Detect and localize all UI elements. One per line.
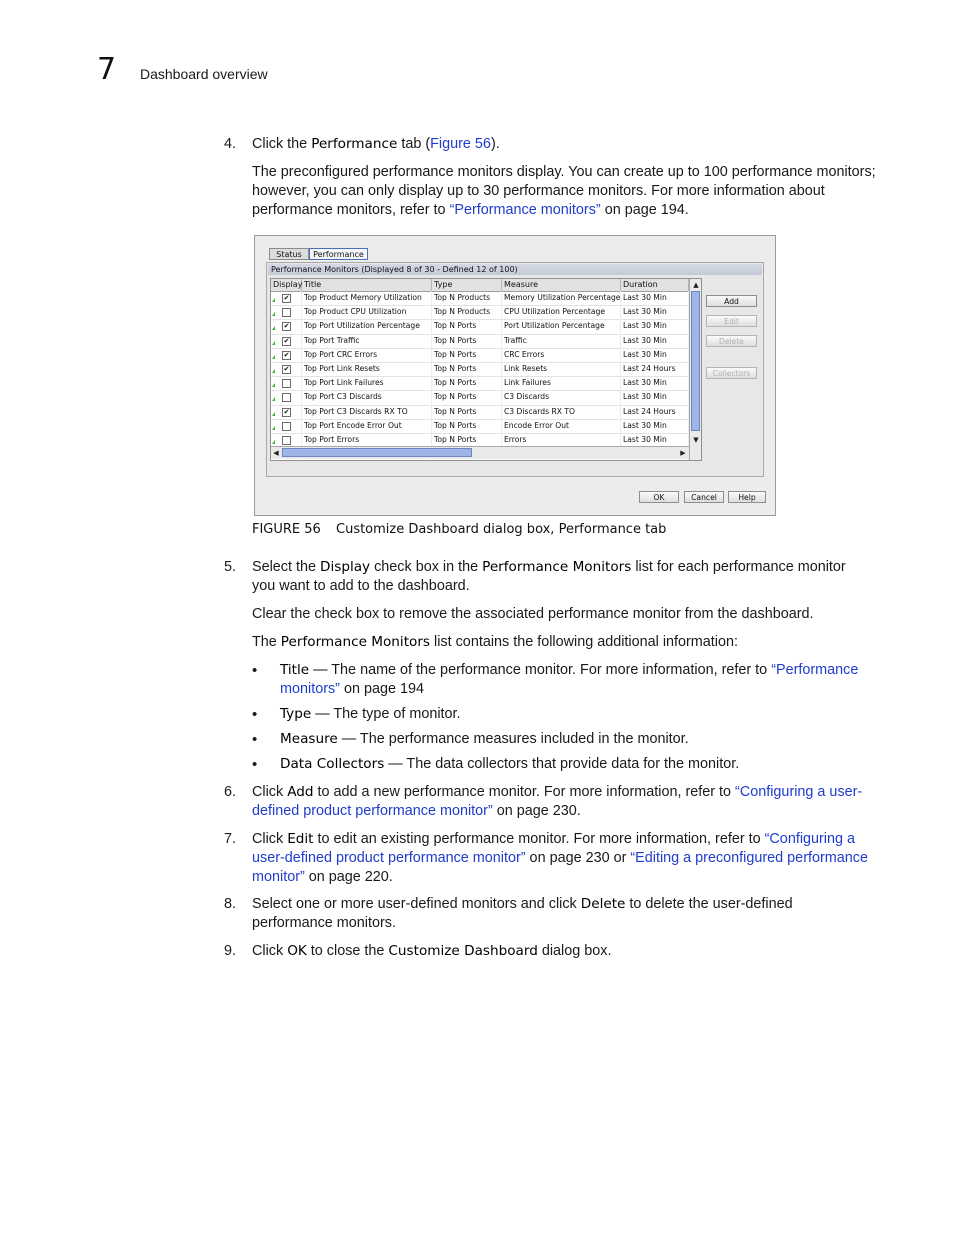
text: — The data collectors that provide data for the monitor. [384,756,740,772]
bullet-text [280,705,875,724]
figure-caption: Customize Dashboard dialog box, Performance tab [336,522,667,537]
display-checkbox[interactable] [282,308,291,317]
text: check box in the [370,559,483,575]
bullet-text [280,755,875,774]
text: tab ( [397,136,431,152]
column-header-measure[interactable]: Measure [502,279,621,291]
checkmark-icon: ✔ [283,407,290,416]
text: Select the [252,559,320,575]
display-checkbox[interactable] [282,436,291,445]
figure-link[interactable]: Figure 56 [430,136,491,152]
cell-measure: Port Utilization Percentage [502,319,621,333]
step-number: 4. [224,136,237,152]
preconfigured-marker-icon [272,426,275,430]
bullet-text [280,730,875,749]
column-header-duration[interactable]: Duration [621,279,689,291]
paragraph-list-info [252,633,877,652]
configuring-monitor-link[interactable]: “Configuring a user-defined product performance monitor” [252,831,856,866]
delete-button[interactable]: Delete [706,335,757,347]
cell-measure: Memory Utilization Percentage [502,291,621,305]
preconfigured-marker-icon [272,369,275,373]
configuring-monitor-link[interactable]: “Configuring a user-defined product performance monitor” [252,784,863,819]
text: The [252,634,281,650]
cell-type: Top N Products [432,291,502,305]
display-checkbox[interactable] [282,351,291,360]
performance-monitors-panel [266,262,764,477]
cell-type: Top N Ports [432,334,502,348]
display-checkbox[interactable] [282,365,291,374]
ui-term: Performance Monitors [482,559,632,575]
bullet-icon: • [252,756,258,773]
ui-term: Performance [311,136,398,152]
preconfigured-marker-icon [272,440,275,444]
preconfigured-marker-icon [272,383,275,387]
tab-performance[interactable]: Performance [309,248,368,260]
cell-measure: C3 Discards [502,390,621,404]
cell-measure: CRC Errors [502,348,621,362]
text: on page 194. [600,202,689,218]
ui-term: Edit [287,831,314,847]
cell-duration: Last 30 Min [621,305,689,319]
cell-title: Top Port CRC Errors [302,348,432,362]
display-checkbox[interactable] [282,337,291,346]
text: on page 194 [339,681,425,697]
cell-duration: Last 30 Min [621,433,689,447]
preconfigured-marker-icon [272,326,275,330]
cell-title: Top Port Link Failures [302,376,432,390]
text: — The type of monitor. [311,706,461,722]
text: Select one or more user-defined monitors and click [252,896,581,912]
step-number: 7. [224,831,237,847]
ui-term: Title [280,662,310,678]
ui-term: Performance Monitors [280,634,431,650]
scroll-down-icon[interactable]: ▼ [693,436,699,444]
ui-term: Measure [280,731,338,747]
ui-term: Customize Dashboard [388,943,538,959]
step-text [252,558,872,596]
bullet-icon: • [252,731,258,748]
step-text [252,830,872,887]
cell-duration: Last 30 Min [621,390,689,404]
cell-title: Top Port Utilization Percentage [302,319,432,333]
edit-button[interactable]: Edit [706,315,757,327]
cell-measure: Link Failures [502,376,621,390]
checkmark-icon: ✔ [283,350,290,359]
preconfigured-marker-icon [272,355,275,359]
text: Click [252,831,288,847]
display-checkbox[interactable] [282,322,291,331]
cell-display [271,419,302,433]
cell-title: Top Port Errors [302,433,432,447]
cell-type: Top N Ports [432,419,502,433]
cell-duration: Last 30 Min [621,319,689,333]
text: on page 230. [492,803,581,819]
display-checkbox[interactable] [282,422,291,431]
paragraph-performance-monitors [252,163,877,220]
checkmark-icon: ✔ [283,336,290,345]
cell-display [271,291,302,305]
preconfigured-marker-icon [272,341,275,345]
cell-duration: Last 30 Min [621,348,689,362]
cell-title: Top Port C3 Discards [302,390,432,404]
chapter-number: 7 [97,52,117,87]
display-checkbox[interactable] [282,294,291,303]
editing-monitor-link[interactable]: “Editing a preconfigured performance monitor” [252,850,868,885]
bullet-text [280,661,875,699]
ui-term: OK [287,943,307,959]
text: dialog box. [537,943,612,959]
table-row[interactable] [271,390,689,405]
table-row[interactable] [271,319,689,334]
text: The preconfigured performance monitors display. You can create up to 100 performance monitors; however, you can only display up to 30 performance monitors. For more information about performance monitors, refer to [252,164,876,218]
text: on page 230 or [525,850,631,866]
tab-status[interactable]: Status [269,248,309,260]
cell-display [271,433,302,447]
cell-type: Top N Ports [432,348,502,362]
bullet-icon: • [252,706,258,723]
ui-term: Delete [580,896,626,912]
collectors-button[interactable]: Collectors [706,367,757,379]
text: to delete the user-defined performance monitors. [252,896,793,931]
table-row[interactable] [271,291,689,306]
ui-term: Data Collectors [280,756,385,772]
table-row[interactable] [271,362,689,377]
step-number: 6. [224,784,237,800]
cell-title: Top Port Traffic [302,334,432,348]
scroll-left-icon[interactable]: ◀ [273,449,279,457]
horizontal-scrollbar[interactable] [271,446,689,459]
vertical-scrollbar[interactable] [689,279,702,460]
ui-term: Add [287,784,314,800]
table-row[interactable] [271,348,689,363]
performance-monitors-link[interactable]: “Performance monitors” [449,202,601,218]
scroll-right-icon[interactable]: ▶ [680,449,686,457]
cell-duration: Last 30 Min [621,334,689,348]
text: on page 220. [304,869,393,885]
cell-duration: Last 30 Min [621,376,689,390]
cell-title: Top Port C3 Discards RX TO [302,405,432,419]
cell-type: Top N Ports [432,362,502,376]
customize-dashboard-dialog [254,235,776,516]
cell-title: Top Product CPU Utilization [302,305,432,319]
preconfigured-marker-icon [272,412,275,416]
cell-display [271,390,302,404]
step-text [252,783,872,821]
horizontal-scroll-thumb[interactable] [282,448,472,457]
step-text [252,942,872,961]
cell-duration: Last 30 Min [621,291,689,305]
ok-button[interactable]: OK [639,491,679,503]
text: to close the [306,943,389,959]
column-header-display[interactable]: Display [273,280,303,289]
cell-type: Top N Ports [432,319,502,333]
checkmark-icon: ✔ [283,365,290,373]
step-number: 9. [224,943,237,959]
help-button[interactable]: Help [728,491,766,503]
cell-title: Top Product Memory Utilization [302,291,432,305]
text: to edit an existing performance monitor. For more information, refer to [313,831,765,847]
add-button[interactable]: Add [706,295,757,307]
text: — The name of the performance monitor. For more information, refer to [309,662,772,678]
cell-duration: Last 24 Hours [621,405,689,419]
cell-display [271,405,302,419]
table-row[interactable] [271,419,689,434]
table-row[interactable] [271,376,689,391]
scroll-up-icon[interactable]: ▲ [693,281,699,289]
cell-display [271,305,302,319]
performance-monitors-link[interactable]: “Performance monitors” [280,662,859,697]
checkmark-icon: ✔ [283,294,290,302]
cell-type: Top N Ports [432,390,502,404]
preconfigured-marker-icon [272,312,275,316]
text: list contains the following additional information: [430,634,739,650]
table-row[interactable] [271,405,689,420]
vertical-scroll-thumb[interactable] [691,291,700,431]
cell-display [271,362,302,376]
cell-display [271,348,302,362]
step-number: 5. [224,559,237,575]
step-text [252,135,872,154]
cell-measure: C3 Discards RX TO [502,405,621,419]
ui-term: Display [320,559,371,575]
step-text [252,895,872,933]
display-checkbox[interactable] [282,408,291,417]
cancel-button[interactable]: Cancel [684,491,724,503]
cell-measure: Traffic [502,334,621,348]
cell-title: Top Port Encode Error Out [302,419,432,433]
column-header-type[interactable]: Type [432,279,502,291]
cell-title: Top Port Link Resets [302,362,432,376]
display-checkbox[interactable] [282,393,291,402]
step-number: 8. [224,896,237,912]
cell-measure: Errors [502,433,621,447]
cell-type: Top N Ports [432,376,502,390]
checkmark-icon: ✔ [283,322,290,331]
paragraph-clear-checkbox: Clear the check box to remove the associated performance monitor from the dashboard. [252,606,814,622]
text: Click [252,784,288,800]
preconfigured-marker-icon [272,298,275,302]
cell-measure: Link Resets [502,362,621,376]
cell-duration: Last 30 Min [621,419,689,433]
cell-display [271,376,302,390]
text: to add a new performance monitor. For more information, refer to [313,784,736,800]
display-checkbox[interactable] [282,379,291,388]
panel-title: Performance Monitors (Displayed 8 of 30 - Defined 12 of 100) [268,264,762,275]
table-row[interactable] [271,305,689,320]
text: Click the [252,136,312,152]
table-row[interactable] [271,334,689,349]
cell-display [271,319,302,333]
column-header-title[interactable]: Title [302,279,432,291]
cell-type: Top N Products [432,305,502,319]
chapter-title: Dashboard overview [140,66,268,82]
ui-term: Type [280,706,312,722]
text: — The performance measures included in the monitor. [337,731,689,747]
cell-duration: Last 24 Hours [621,362,689,376]
cell-type: Top N Ports [432,405,502,419]
cell-measure: Encode Error Out [502,419,621,433]
cell-measure: CPU Utilization Percentage [502,305,621,319]
cell-display [271,334,302,348]
cell-type: Top N Ports [432,433,502,447]
preconfigured-marker-icon [272,397,275,401]
text: list for each performance monitor you want to add to the dashboard. [252,559,846,594]
performance-monitors-table [270,278,702,461]
text: ). [490,136,500,152]
figure-label: FIGURE 56 [252,522,321,537]
bullet-icon: • [252,662,258,679]
text: Click [252,943,288,959]
